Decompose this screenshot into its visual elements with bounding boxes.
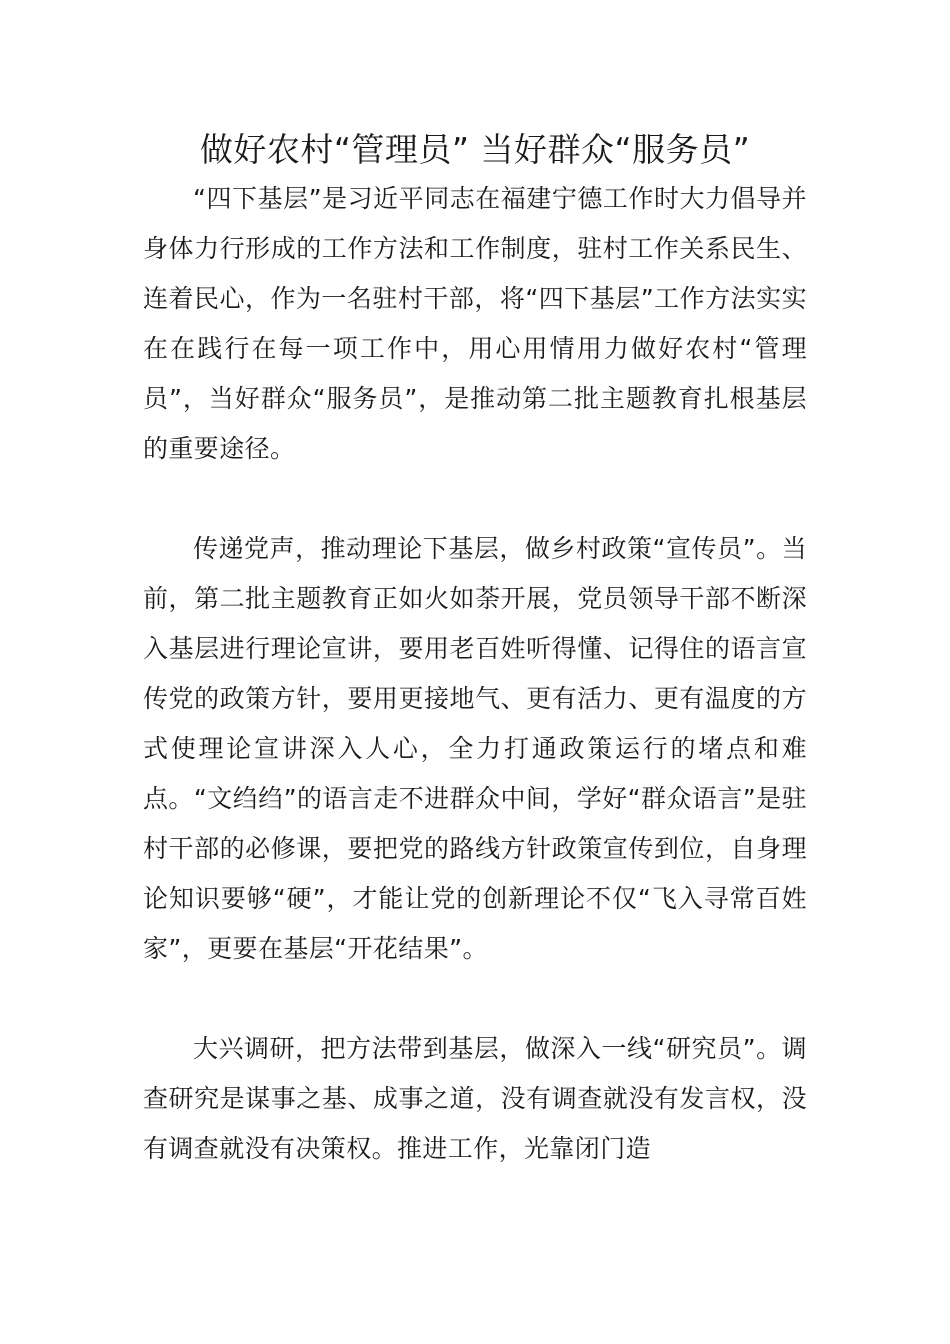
document-body <box>143 174 807 1174</box>
paragraph-research: 大兴调研，把方法带到基层，做深入一线“研究员”。调查研究是谋事之基、成事之道，没有调查就没有发言权，没有调查就没有决策权。推进工作，光靠闭门造 <box>143 1034 807 1163</box>
document-title: 做好农村“管理员” 当好群众“服务员” <box>199 130 751 169</box>
paragraph-publicity: 传递党声，推动理论下基层，做乡村政策“宣传员”。当前，第二批主题教育正如火如荼开展，党员领导干部不断深入基层进行理论宣讲，要用老百姓听得懂、记得住的语言宣传党的政策方针，要用更接地气、更有活力、更有温度的方式使理论宣讲深入人心，全力打通政策运行的堵点和难点。“文绉绉”的语言走不进群众中间，学好“群众语言”是驻村干部的必修课，要把党的路线方针政策宣传到位，自身理论知识要够“硬”，才能让党的创新理论不仅“飞入寻常百姓家”，更要在基层“开花结果”。 <box>143 534 807 963</box>
paragraph-intro: “四下基层”是习近平同志在福建宁德工作时大力倡导并身体力行形成的工作方法和工作制度，驻村工作关系民生、连着民心，作为一名驻村干部，将“四下基层”工作方法实实在在践行在每一项工作中，用心用情用力做好农村“管理员”，当好群众“服务员”，是推动第二批主题教育扎根基层的重要途径。 <box>143 184 807 463</box>
